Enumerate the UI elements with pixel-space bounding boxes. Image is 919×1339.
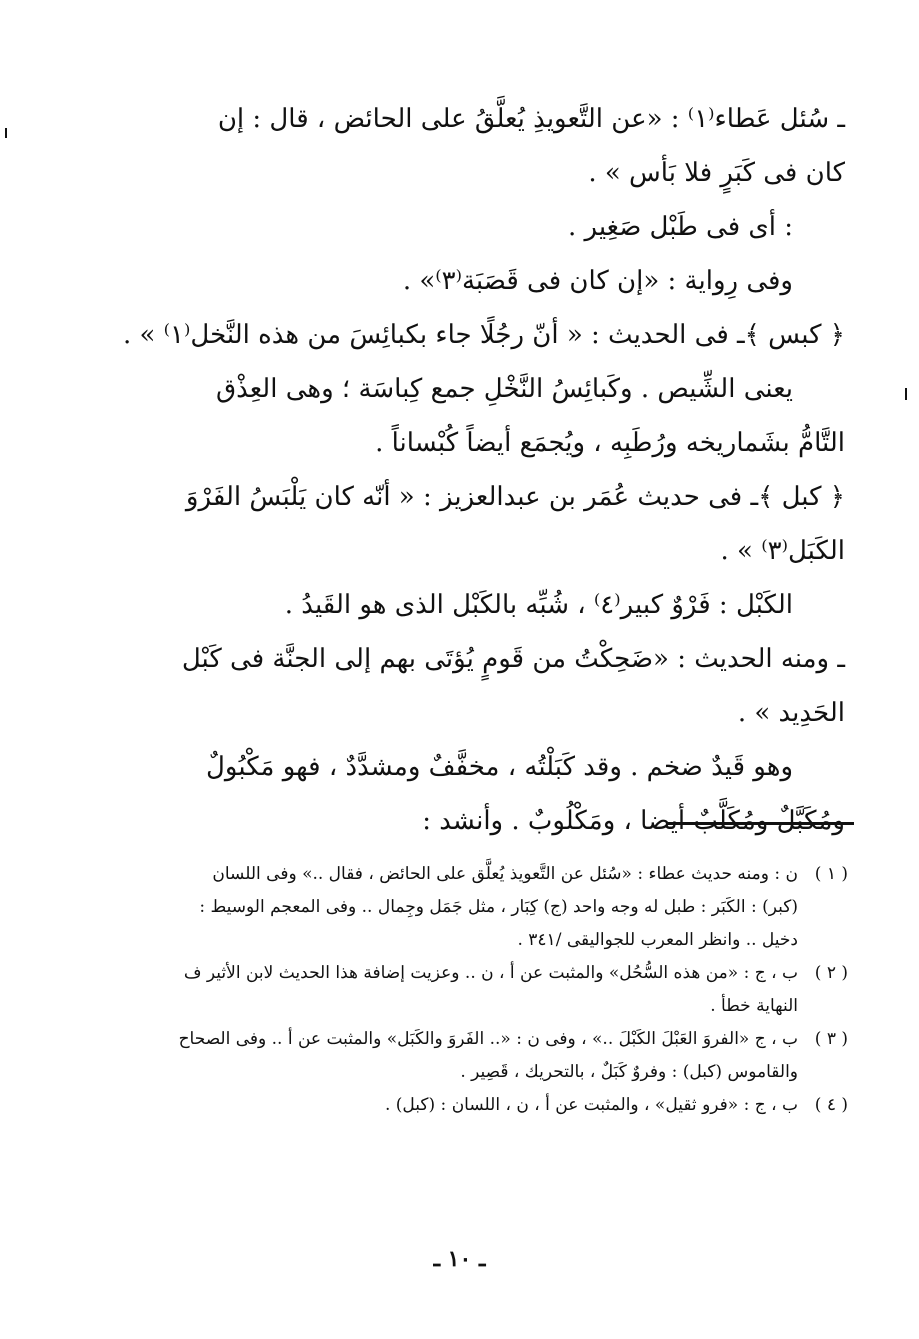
text-line: يعنى الشِّيص . وكَبائِسُ النَّخْلِ جمع كِباسَة ؛ وهى العِذْق xyxy=(215,374,793,404)
text-line: وهو قَيدٌ ضخم . وقد كَبَلْتُه ، مخفَّفٌ ومشدَّدٌ ، فهو مَكْبُولٌ xyxy=(206,752,793,782)
margin-mark xyxy=(905,388,907,400)
footnote-line: ب ، ج : «من هذه السُّحُل» والمثبت عن أ ، ن .. وعزيت إضافة هذا الحديث لابن الأثير ف xyxy=(183,963,798,983)
footnote xyxy=(100,1089,848,1122)
footnote-line: والقاموس (كبل) : وفروٌ كَبَلٌ ، بالتحريك ، قَصِير . xyxy=(460,1062,798,1082)
footnote-line: (كبر) : الكَبَر : طبل له وجه واحد (ج) كِبَار ، مثل جَمَل وجِمال .. وفى المعجم الوسيط : xyxy=(199,897,798,917)
text-line: الكَبْل : فَرْوٌ كبير⁽٤⁾ ، شُبِّه بالكَبْل الذى هو القَيدُ . xyxy=(284,590,793,620)
footnote-number: ( ٣ ) xyxy=(814,1029,848,1049)
footnote xyxy=(100,957,848,1023)
footnote-line: ب ، ج «الفروَ العَبْلَ الكَبْلَ ..» ، وفى ن : «.. الفَروَ والكَبَل» والمثبت عن أ .. وفى الصحاح xyxy=(178,1029,798,1049)
footnote-line: ب ، ج : «فرو ثقيل» ، والمثبت عن أ ، ن ، اللسان : (كبل) . xyxy=(384,1095,798,1115)
page-number: ـ ١٠ ـ xyxy=(433,1246,486,1272)
text-line: وفى رِواية : «إن كان فى قَصَبَة⁽٣⁾» . xyxy=(402,266,793,296)
text-line: ـ سُئل عَطاء⁽١⁾ : «عن التَّعويذِ يُعلَّقُ على الحائض ، قال : إن xyxy=(217,104,845,134)
footnote-line: ن : ومنه حديث عطاء : «سُئل عن التَّعويذ يُعلَّق على الحائض ، فقال ..» وفى اللسان xyxy=(212,864,798,884)
text-line: التَّامُّ بشَماريخه ورُطَبِه ، ويُجمَع أيضاً كُبْساناً . xyxy=(375,428,845,458)
footnote-number: ( ١ ) xyxy=(814,864,848,884)
text-line: كان فى كَبَرٍ فلا بَأس » . xyxy=(588,158,845,188)
text-line: الكَبَل⁽٣⁾ » . xyxy=(720,536,845,566)
entry-heading-line: ﴿ كبس ﴾ـ فى الحديث : « أنّ رجُلًا جاء بكبائِسَ من هذه النَّخل⁽١⁾ » . xyxy=(122,320,845,350)
footnote-separator xyxy=(668,822,854,825)
text-line: ـ ومنه الحديث : «ضَحِكْتُ من قَومٍ يُؤتَى بهم إلى الجنَّة فى كَبْل xyxy=(181,644,845,674)
entry-heading-line: ﴿ كبل ﴾ـ فى حديث عُمَر بن عبدالعزيز : « أنّه كان يَلْبَسُ الفَرْوَ xyxy=(185,482,845,512)
main-text xyxy=(100,92,845,848)
text-line: : أى فى طَبْل صَغِير . xyxy=(567,212,793,242)
footnote-number: ( ٢ ) xyxy=(814,963,848,983)
footnote xyxy=(100,1023,848,1089)
footnote-line: دخيل .. وانظر المعرب للجواليقى /٣٤١ . xyxy=(517,930,798,950)
footnotes xyxy=(100,858,848,1122)
footnote-line: النهاية خطأ . xyxy=(710,996,798,1016)
text-line: ومُكَبَّلٌ ومُكَلَّبٌ أيضا ، ومَكْلُوبٌ . وأنشد : xyxy=(422,806,845,836)
footnote-number: ( ٤ ) xyxy=(814,1095,848,1115)
margin-mark xyxy=(5,128,7,138)
footnote xyxy=(100,858,848,957)
text-line: الحَدِيد » . xyxy=(737,698,845,728)
